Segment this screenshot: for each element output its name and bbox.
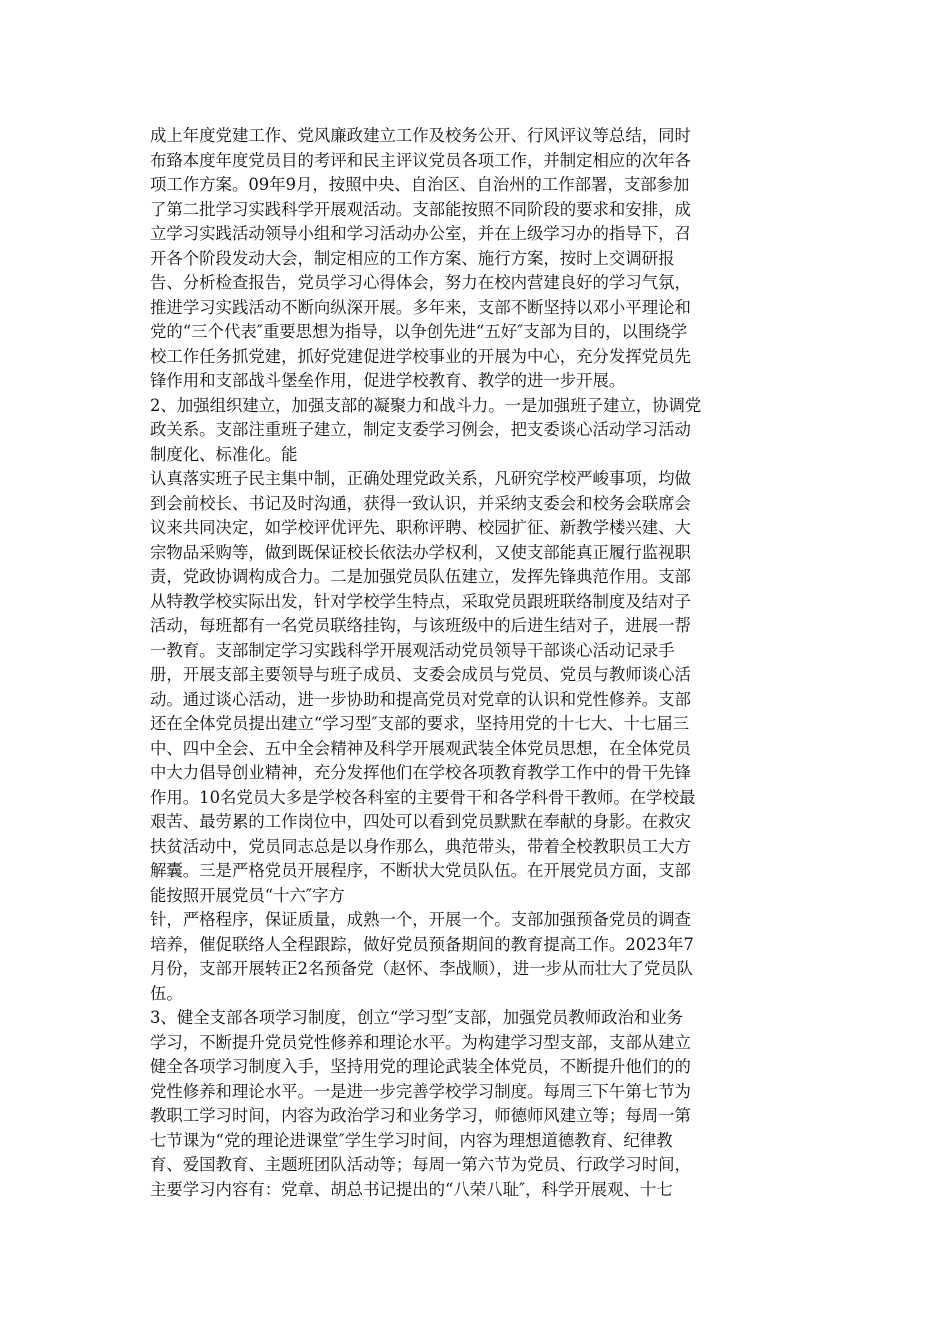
text-line: 党的“三个代表″重要思想为指导，以争创先进“五好″支部为目的，以围绕学 <box>150 322 688 341</box>
text-line: 责，党政协调构成合力。二是加强党员队伍建立，发挥先锋典范作用。支部 <box>150 567 691 586</box>
text-line: 立学习实践活动领导小组和学习活动办公室，并在上级学习办的指导下，召 <box>150 224 691 243</box>
text-line: 中大力倡导创业精神，充分发挥他们在学校各项教育教学工作中的骨干先锋 <box>150 763 691 782</box>
document-body <box>150 124 790 1202</box>
text-line: 一教育。支部制定学习实践科学开展观活动党员领导干部谈心活动记录手 <box>150 640 675 660</box>
text-line: 布臵本度年度党员目的考评和民主评议党员各项工作，并制定相应的次年各 <box>150 150 691 170</box>
text-line: 认真落实班子民主集中制，正确处理党政关系，凡研究学校严峻事项，均做 <box>150 469 691 488</box>
text-line: 教职工学习时间，内容为政治学习和业务学习，师德师风建立等；每周一第 <box>150 1106 691 1125</box>
text-line: 活动，每班都有一名党员联络挂钩，与该班级中的后进生结对子，进展一帮 <box>150 616 691 635</box>
text-line: 3、健全支部各项学习制度，创立“学习型″支部，加强党员教师政治和业务 <box>150 1008 684 1027</box>
text-line: 中、四中全会、五中全会精神及科学开展观武装全体党员思想，在全体党员 <box>150 738 691 758</box>
text-line: 还在全体党员提出建立“学习型″支部的要求，坚持用党的十七大、十七届三 <box>150 714 689 733</box>
text-line: 能按照开展党员“十六″字方 <box>150 885 345 905</box>
text-line: 校工作任务抓党建，抓好党建促进学校事业的开展为中心，充分发挥党员先 <box>150 346 691 366</box>
text-line: 作用。10名党员大多是学校各科室的主要骨干和各学科骨干教师。在学校最 <box>150 787 696 807</box>
text-line: 了第二批学习实践科学开展观活动。支部能按照不同阶段的要求和安排，成 <box>150 199 691 219</box>
text-line: 告、分析检查报告，党员学习心得体会，努力在校内营建良好的学习气氛， <box>150 273 691 292</box>
text-line: 到会前校长、书记及时沟通，获得一致认识，并采纳支委会和校务会联席会 <box>150 493 691 513</box>
text-line: 议来共同决定，如学校评优评先、职称评聘、校园扩征、新教学楼兴建、大 <box>150 518 691 537</box>
text-line: 解囊。三是严格党员开展程序，不断状大党员队伍。在开展党员方面，支部 <box>150 861 691 880</box>
text-line: 2、加强组织建立，加强支部的凝聚力和战斗力。一是加强班子建立，协调党 <box>150 395 702 415</box>
text-line: 主要学习内容有：党章、胡总书记提出的“八荣八耻″，科学开展观、十七 <box>150 1179 673 1199</box>
text-line: 宗物品采购等，做到既保证校长依法办学权利，又使支部能真正履行监视职 <box>150 542 691 562</box>
text-line: 健全各项学习制度入手，坚持用党的理论武装全体党员，不断提升他们的的 <box>150 1057 691 1076</box>
text-line: 开各个阶段发动大会，制定相应的工作方案、施行方案，按时上交调研报 <box>150 248 675 268</box>
text-line: 月份，支部开展转正2名预备党（赵怀、李战顺），进一步从而壮大了党员队 <box>150 959 694 978</box>
text-line: 学习，不断提升党员党性修养和理论水平。为构建学习型支部，支部从建立 <box>150 1032 691 1052</box>
text-line: 艰苦、最劳累的工作岗位中，四处可以看到党员默默在奉献的身影。在救灾 <box>150 812 691 831</box>
text-line: 从特教学校实际出发，针对学校学生特点，采取党员跟班联络制度及结对子 <box>150 591 691 611</box>
text-line: 扶贫活动中，党员同志总是以身作那么，典范带头，带着全校教职员工大方 <box>150 836 691 856</box>
text-line: 成上年度党建工作、党风廉政建立工作及校务公开、行风评议等总结，同时 <box>150 126 691 145</box>
text-line: 党性修养和理论水平。一是进一步完善学校学习制度。每周三下午第七节为 <box>150 1081 691 1101</box>
text-line: 培养，催促联络人全程跟踪，做好党员预备期间的教育提高工作。2023年7 <box>150 934 694 954</box>
text-line: 伍。 <box>150 983 183 1003</box>
text-line: 动。通过谈心活动，进一步协助和提高党员对党章的认识和党性修养。支部 <box>150 689 691 709</box>
text-line: 册，开展支部主要领导与班子成员、支委会成员与党员、党员与教师谈心活 <box>150 665 691 684</box>
text-line: 制度化、标准化。能 <box>150 444 298 464</box>
text-line: 政关系。支部注重班子建立，制定支委学习例会，把支委谈心活动学习活动 <box>150 420 691 439</box>
text-line: 项工作方案。09年9月，按照中央、自治区、自治州的工作部署，支部参加 <box>150 175 690 194</box>
text-line: 锋作用和支部战斗堡垒作用，促进学校教育、教学的进一步开展。 <box>150 371 626 390</box>
text-line: 育、爱国教育、主题班团队活动等；每周一第六节为党员、行政学习时间， <box>150 1155 691 1174</box>
text-line: 七节课为“党的理论进课堂″学生学习时间，内容为理想道德教育、纪律教 <box>150 1130 673 1150</box>
text-line: 针，严格程序，保证质量，成熟一个，开展一个。支部加强预备党员的调查 <box>150 910 691 929</box>
text-line: 推进学习实践活动不断向纵深开展。多年来，支部不断坚持以邓小平理论和 <box>150 297 691 317</box>
